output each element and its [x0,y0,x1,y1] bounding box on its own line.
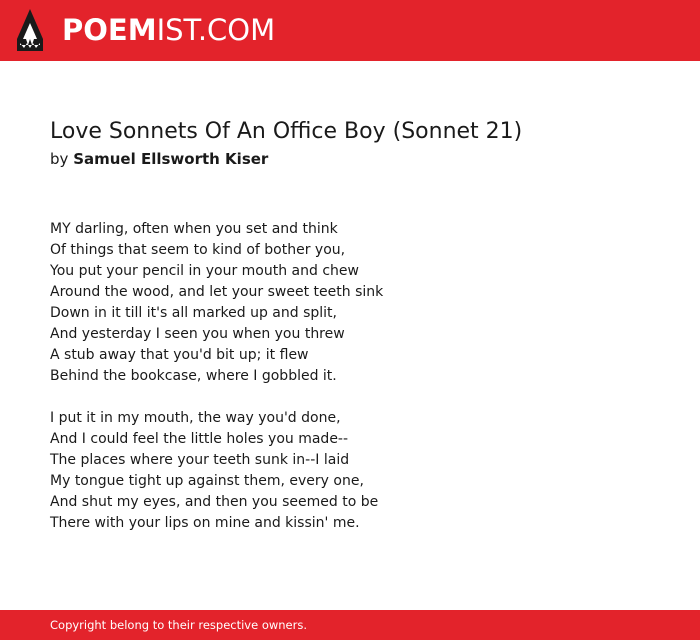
poem-line: And shut my eyes, and then you seemed to be [50,494,379,510]
author-name[interactable]: Samuel Ellsworth Kiser [73,150,269,168]
poem-title: Love Sonnets Of An Office Boy (Sonnet 21) [50,119,523,144]
poem-line: A stub away that you'd bit up; it flew [50,347,309,363]
poem-line: The places where your teeth sunk in--I laid [50,452,350,468]
poem-body [50,219,670,555]
pen-nib-icon[interactable] [17,9,43,51]
poem-line: I put it in my mouth, the way you'd done, [50,410,341,426]
site-logo[interactable] [62,12,275,48]
poem-line: And yesterday I seen you when you threw [50,326,345,342]
logo-light-text: IST.COM [156,13,276,47]
site-header [0,0,700,61]
by-label: by [50,150,69,168]
poem-line: You put your pencil in your mouth and chew [50,263,359,279]
logo-bold-text: POEM [62,13,157,47]
poem-line: My tongue tight up against them, every one, [50,473,364,489]
poem-line: Of things that seem to kind of bother you, [50,242,346,258]
poem-line: Around the wood, and let your sweet teeth sink [50,284,384,300]
byline [50,149,268,169]
copyright-text: Copyright belong to their respective owners. [50,618,308,632]
poem-line: And I could feel the little holes you made-- [50,431,349,447]
stanza-1 [50,219,670,387]
poem-line: Down in it till it's all marked up and split, [50,305,337,321]
poem-line: Behind the bookcase, where I gobbled it. [50,368,337,384]
poem-line: MY darling, often when you set and think [50,221,338,237]
stanza-2 [50,408,670,534]
poem-line: There with your lips on mine and kissin' me. [50,515,360,531]
site-footer [0,610,700,640]
